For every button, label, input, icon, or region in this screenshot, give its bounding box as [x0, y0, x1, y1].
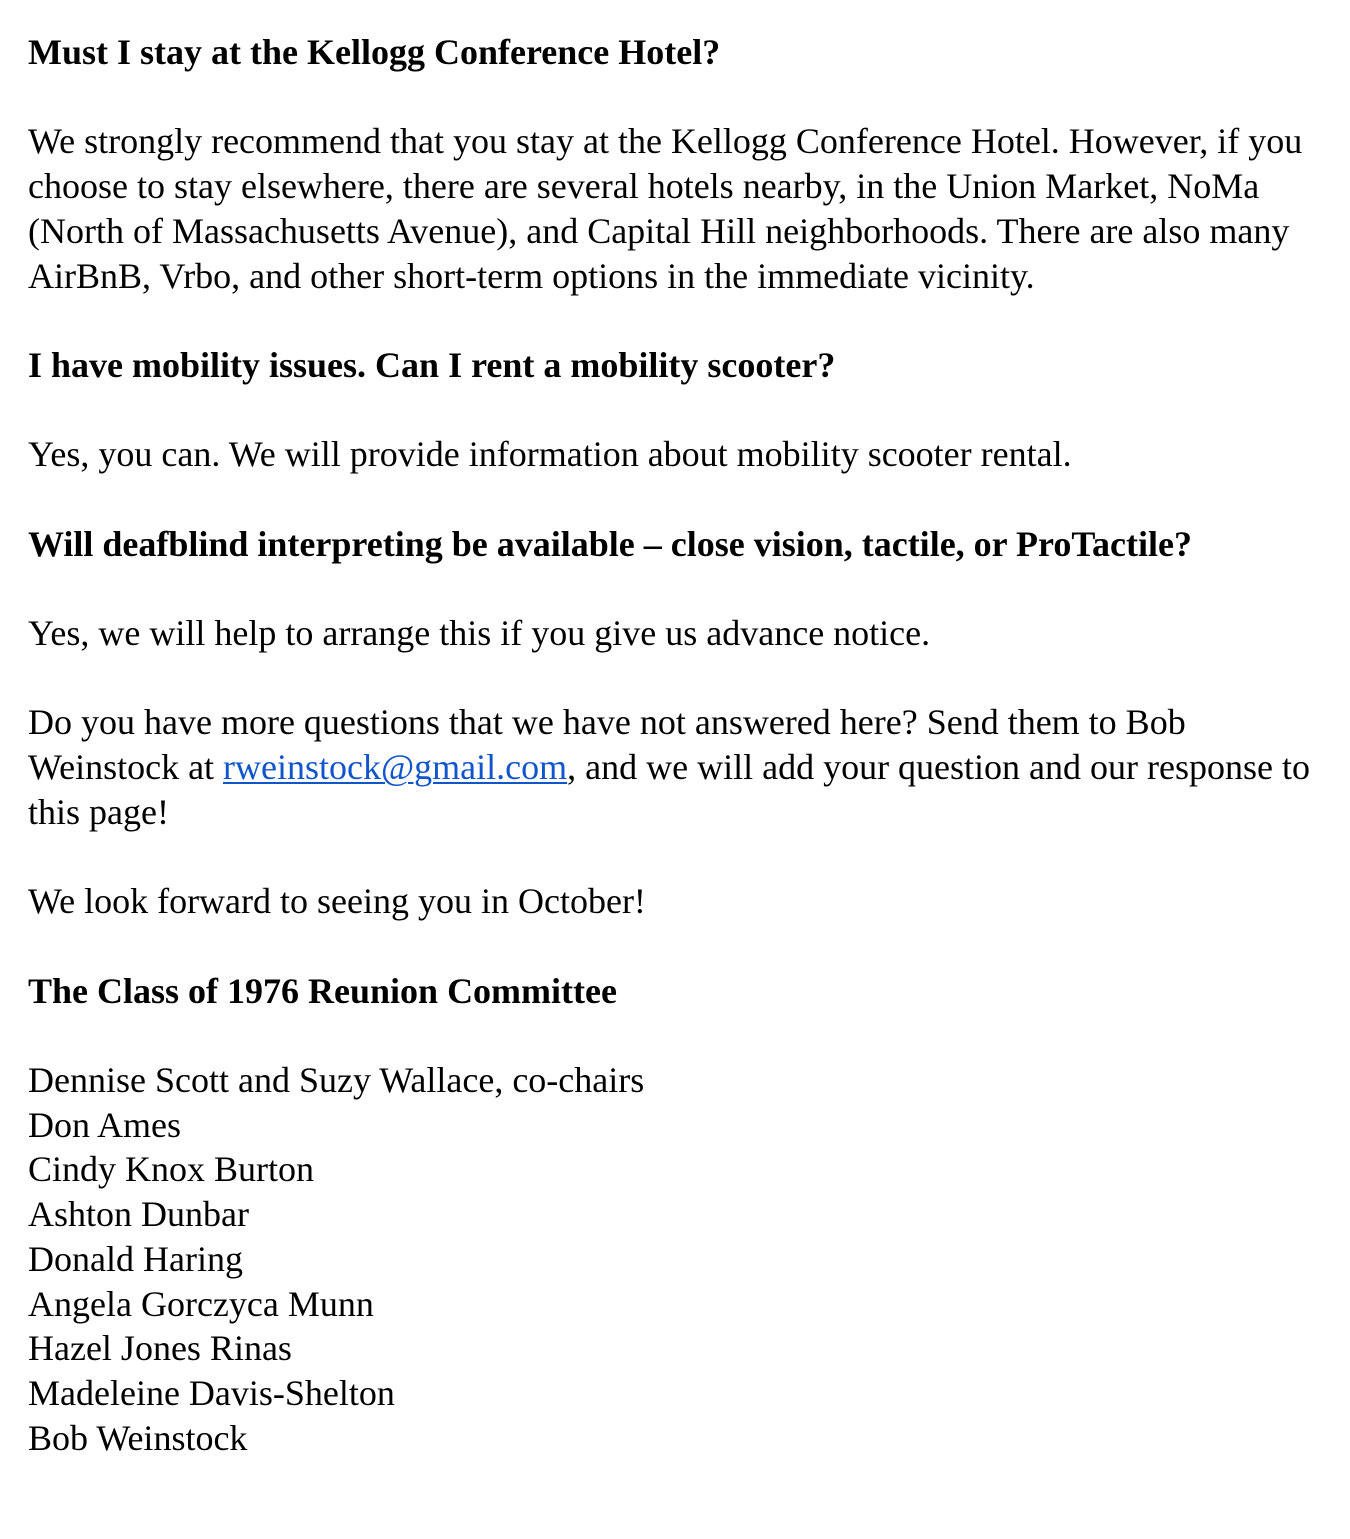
faq-question-hotel: Must I stay at the Kellogg Conference Hotel?: [28, 32, 721, 72]
faq-document: [28, 30, 1328, 1460]
contact-email-link[interactable]: rweinstock@gmail.com: [223, 747, 568, 788]
contact-text-after-link: , and we will add your question and our response to this page!: [28, 747, 1310, 832]
faq-question-deafblind-interpreting: Will deafblind interpreting be available – close vision, tactile, or ProTactile?: [28, 523, 1192, 564]
committee-member: Dennise Scott and Suzy Wallace, co-chairs: [28, 1060, 645, 1101]
committee-member: Cindy Knox Burton: [28, 1149, 315, 1190]
closing-line: We look forward to seeing you in October!: [28, 881, 646, 922]
contact-text-before-link: Do you have more questions that we have not answered here? Send them to Bob Weinstock at: [28, 702, 1186, 788]
committee-member: Angela Gorczyca Munn: [28, 1283, 374, 1324]
faq-question-mobility-scooter: I have mobility issues. Can I rent a mobility scooter?: [28, 344, 836, 385]
faq-answer-mobility-scooter: Yes, you can. We will provide information about mobility scooter rental.: [28, 434, 1072, 475]
committee-member-list: [28, 1058, 1328, 1460]
faq-answer-deafblind-interpreting: Yes, we will help to arrange this if you give us advance notice.: [28, 613, 931, 654]
committee-member: Ashton Dunbar: [28, 1194, 249, 1235]
faq-answer-hotel: We strongly recommend that you stay at the Kellogg Conference Hotel. However, if you choose to stay elsewhere, there are several hotels nearby, in the Union Market, NoMa (North of Massachusetts Avenue), and Capital Hill neighborhoods. There are also many AirBnB, Vrbo, and other short-term options in the immediate vicinity.: [28, 121, 1303, 296]
committee-member: Bob Weinstock: [28, 1417, 248, 1458]
committee-member: Don Ames: [28, 1104, 181, 1145]
committee-member: Hazel Jones Rinas: [28, 1328, 292, 1369]
committee-member: Madeleine Davis-Shelton: [28, 1372, 395, 1413]
committee-member: Donald Haring: [28, 1238, 243, 1279]
committee-heading: The Class of 1976 Reunion Committee: [28, 970, 617, 1011]
contact-paragraph: [28, 700, 1328, 834]
